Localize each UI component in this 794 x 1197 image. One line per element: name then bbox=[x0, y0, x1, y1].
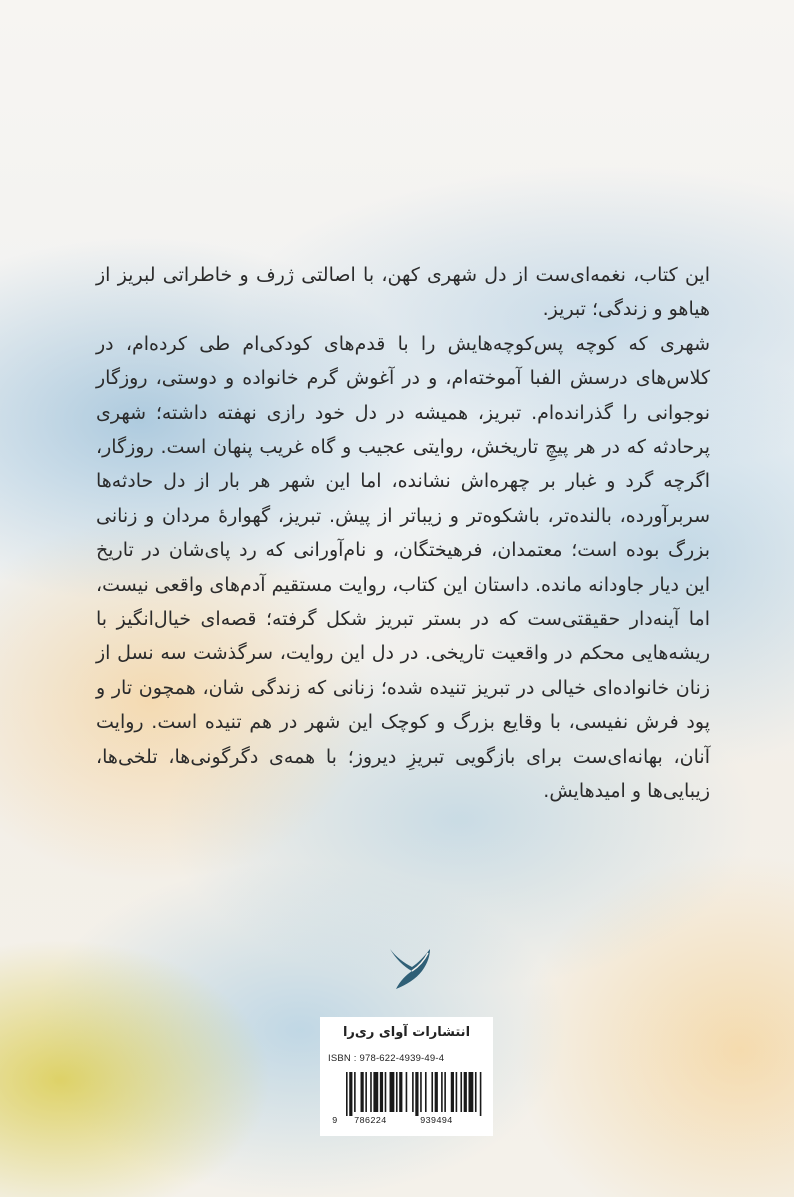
barcode-bar bbox=[460, 1072, 462, 1112]
barcode-bar bbox=[456, 1072, 458, 1112]
barcode-bar bbox=[468, 1072, 473, 1112]
barcode-left-digits: 786224 bbox=[354, 1116, 387, 1126]
barcode-bar bbox=[415, 1072, 418, 1116]
blurb-paragraph-1: این کتاب، نغمه‌ای‌ست از دل شهری کهن، با اصالتی ژرف و خاطراتی لبریز از هیاهو و زندگی؛ تبریز. bbox=[96, 264, 710, 321]
barcode-right-digits: 939494 bbox=[420, 1116, 453, 1126]
barcode-bar bbox=[475, 1072, 477, 1112]
barcode-bar bbox=[480, 1072, 482, 1116]
barcode-bar bbox=[464, 1072, 467, 1112]
barcode-bar bbox=[420, 1072, 422, 1112]
barcode-bar bbox=[441, 1072, 443, 1112]
barcode-bar bbox=[435, 1072, 438, 1112]
barcode-bar bbox=[373, 1072, 378, 1112]
barcode-bar bbox=[451, 1072, 454, 1112]
barcode-bar bbox=[346, 1072, 348, 1116]
barcode-digits bbox=[332, 1116, 488, 1128]
isbn-label: ISBN : 978-622-4939-49-4 bbox=[328, 1053, 445, 1064]
barcode-bar bbox=[361, 1072, 364, 1112]
barcode-bar bbox=[380, 1072, 383, 1112]
publisher-name: انتشارات آوای ری‌را bbox=[342, 1025, 471, 1040]
barcode-bar bbox=[349, 1072, 352, 1116]
barcode-bar bbox=[412, 1072, 414, 1112]
barcode-bar bbox=[406, 1072, 408, 1112]
blurb-paragraph-2: شهری که کوچه پس‌کوچه‌هایش را با قدم‌های کودکی‌ام طی کرده‌ام، در کلاس‌های درسش الفبا آموخته‌ام، و در آغوش گرم خانواده و دوستی، روزگار نوجوانی را گذرانده‌ام. تبریز، همیشه در دل خود رازی نهفته داشته؛ شهری پرحادثه که در هر پیچِ تاریخش، روایتی عجیب و گاه غریب پنهان است. روزگار، اگرچه گرد و غبار بر چهره‌اش نشانده، اما این شهر هر بار از دل حادثه‌ها سربرآورده، بالنده‌تر، باشکوه‌تر و زیباتر از پیش. تبریز، گهوارهٔ مردان و زنانی بزرگ بوده است؛ معتمدان، فرهیختگان، و نام‌آورانی که رد پای‌شان در تاریخ این دیار جاودانه مانده. داستان این کتاب، روایت مستقیم آدم‌های واقعی نیست، اما آینه‌دار حقیقتی‌ست که در بستر تبریز شکل گرفته؛ قصه‌ای خیال‌انگیز با ریشه‌هایی محکم در واقعیت تاریخی. در دل این روایت، سرگذشت سه نسل از زنان خانواده‌ای خیالی در تبریز تنیده شده؛ زنانی که زندگی شان، همچون تار و پود فرش نفیسی، با وقایع بزرگ و کوچک این شهر در هم تنیده است. روایت آنان، بهانه‌ای‌ست برای بازگویی تبریزِ دیروز؛ با همه‌ی دگرگونی‌ها، تلخی‌ها، زیبایی‌ها و امیدهایش. bbox=[96, 332, 710, 803]
barcode-bar bbox=[385, 1072, 387, 1112]
barcode-bar bbox=[431, 1072, 433, 1112]
barcode-bar bbox=[365, 1072, 367, 1112]
barcode-bar bbox=[425, 1072, 427, 1112]
barcode-bar bbox=[354, 1072, 356, 1112]
barcode-icon bbox=[346, 1072, 483, 1116]
barcode-bar bbox=[370, 1072, 372, 1112]
blurb-text bbox=[96, 258, 710, 809]
barcode-bar bbox=[399, 1072, 402, 1112]
barcode-bar bbox=[444, 1072, 446, 1112]
publisher-info-box bbox=[320, 1017, 493, 1136]
rira-leaf-logo-icon bbox=[382, 945, 434, 993]
barcode-bar bbox=[390, 1072, 395, 1112]
barcode-lead-digit: 9 bbox=[332, 1116, 338, 1126]
barcode-bar bbox=[396, 1072, 398, 1112]
